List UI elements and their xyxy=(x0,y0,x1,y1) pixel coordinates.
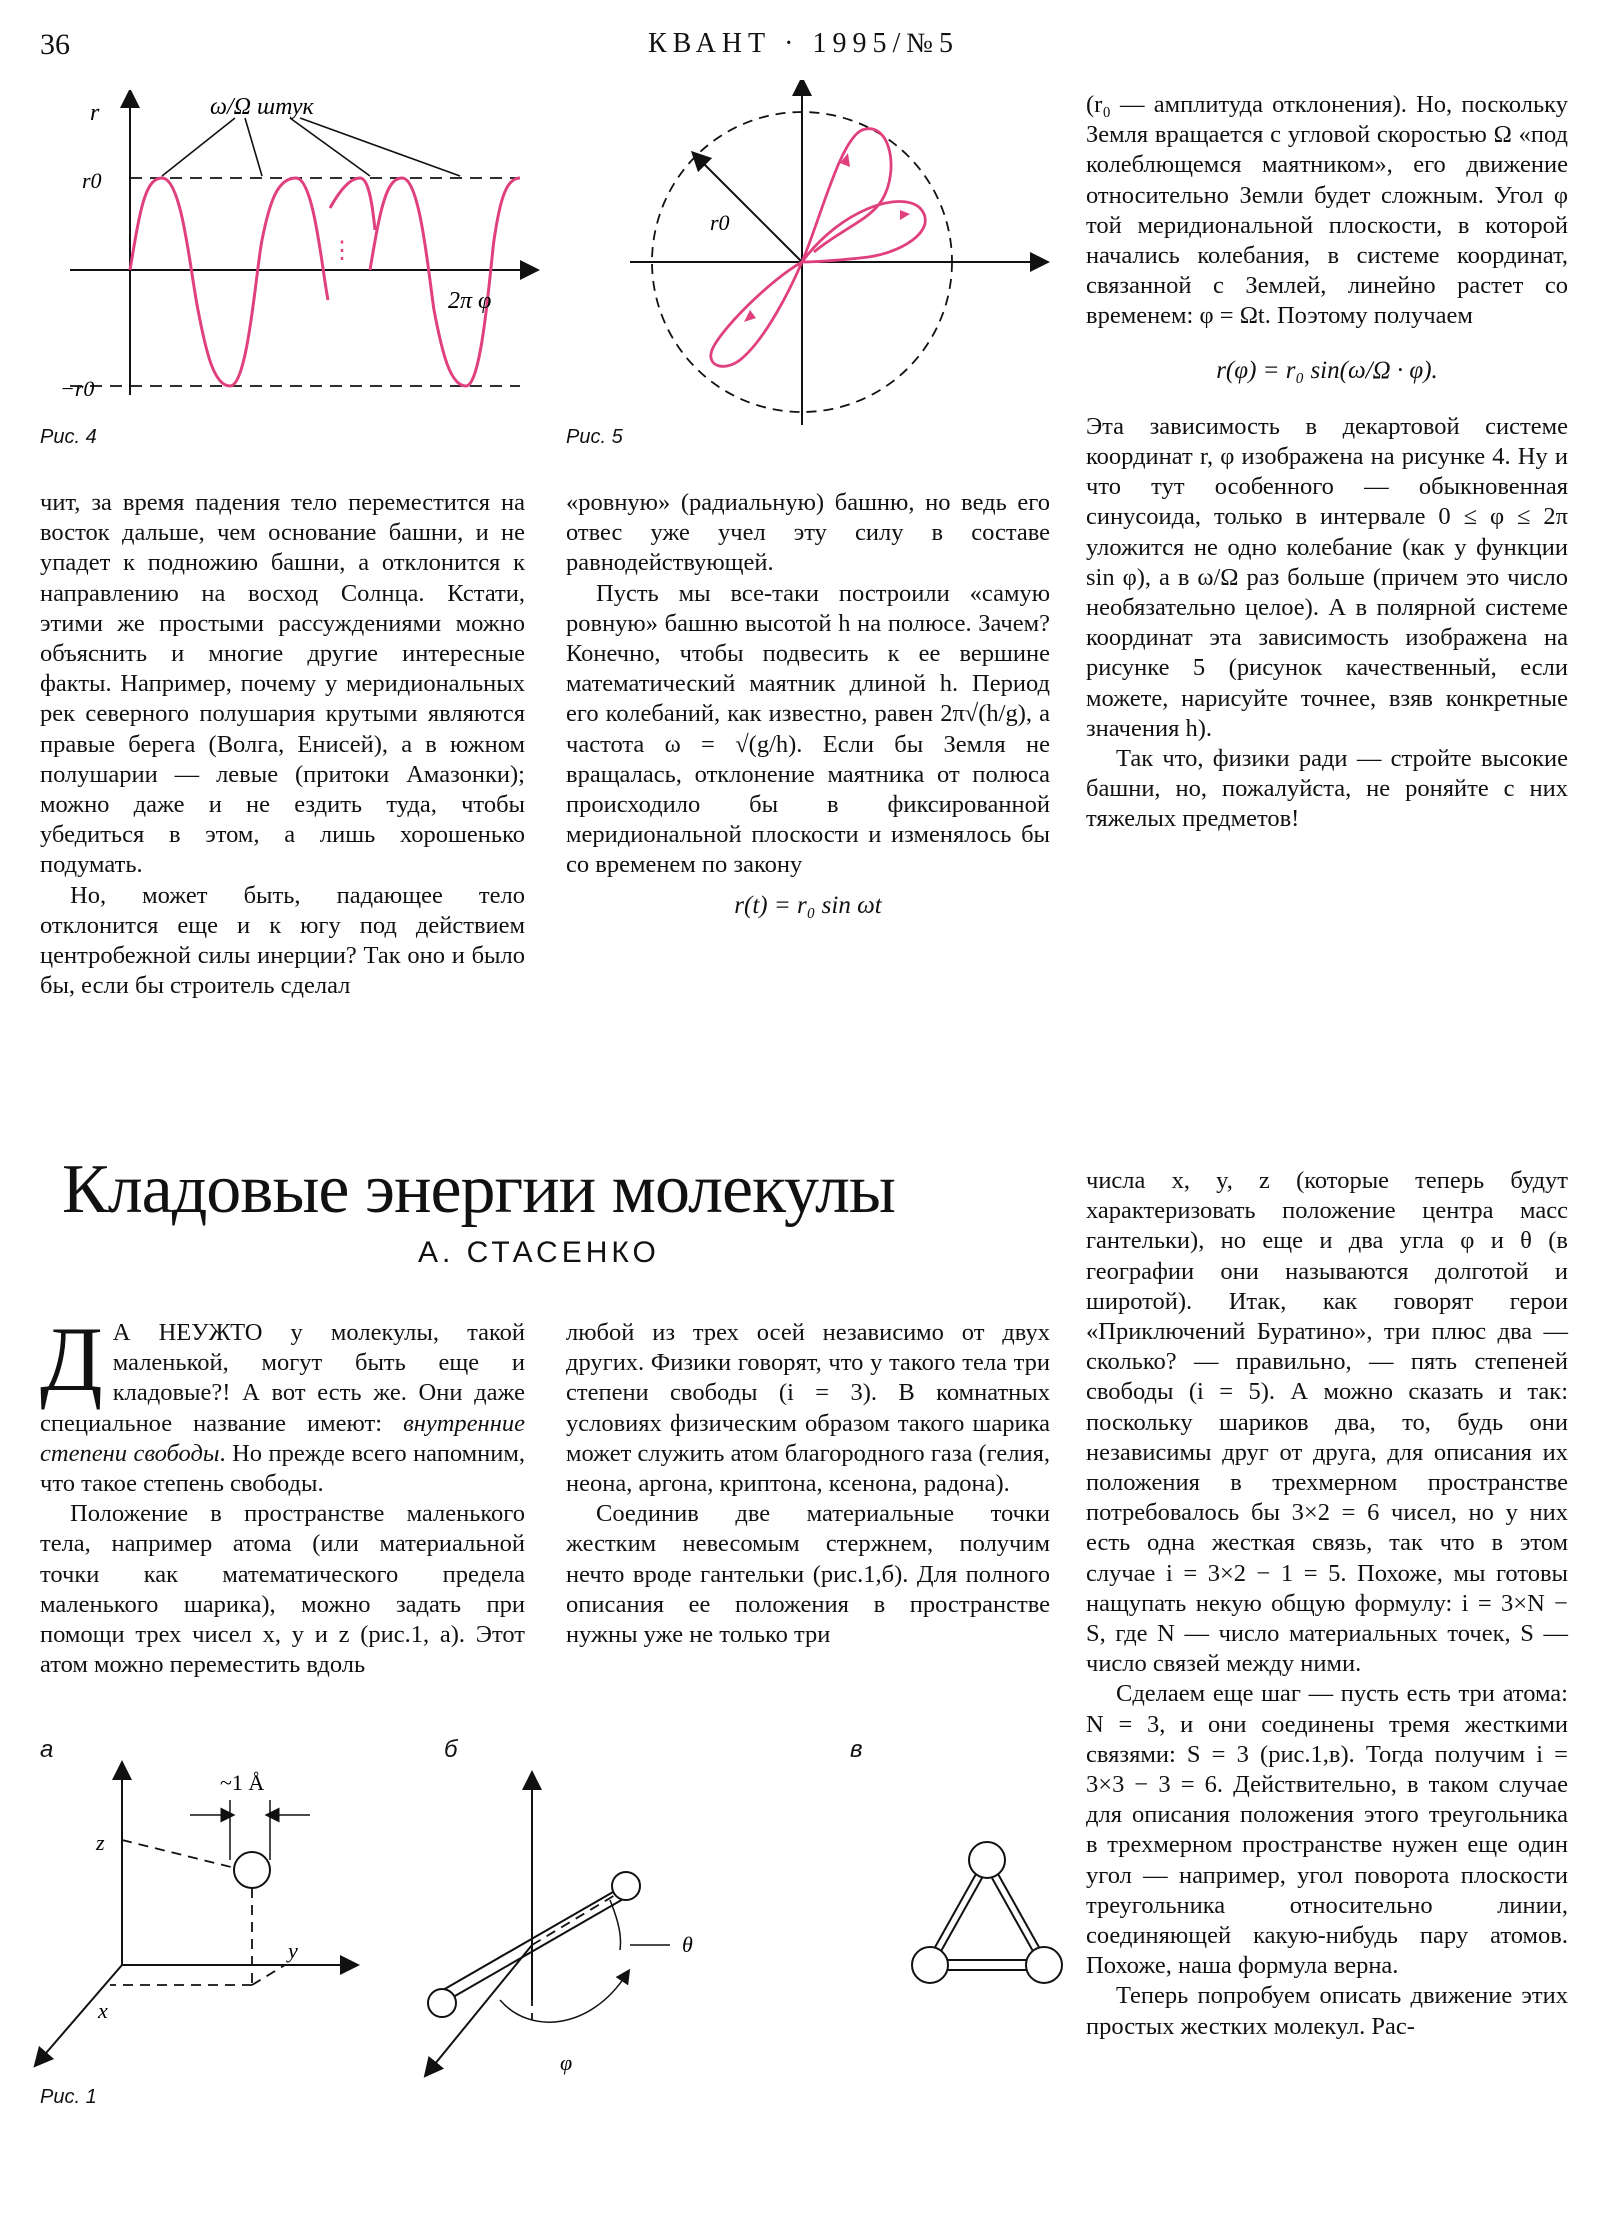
fig5-lobes xyxy=(711,129,926,367)
fig4-dots: ⋮ xyxy=(330,238,354,264)
figure-4 xyxy=(30,90,550,420)
fig1-phi: φ xyxy=(560,2050,573,2075)
paragraph: любой из трех осей независимо от двух других. Физики говорят, что у такого тела три степени свободы (i = 3). В комнатных условиях физическим образом такого шарика может служить атом благородного газа (гелия, неона, аргона, криптона, ксенона, радона). xyxy=(566,1319,1050,1498)
emphasis: внутренние степени свободы xyxy=(40,1409,525,1467)
fig1-atom xyxy=(234,1852,270,1888)
fig1-triangle-atom xyxy=(1026,1947,1062,1983)
equation-r-phi: r(φ) = r₀ sin(ω/Ω · φ). xyxy=(1216,356,1438,384)
article1-column-2 xyxy=(566,488,1050,933)
paragraph: Сделаем еще шаг — пусть есть три атома: N = 3, и они соединены тремя жесткими связями: S = 3 (рис.1,в). Тогда получим i = 3×3 − 3 = 6. Действительно, в таком случае для описания положения этого треугольника в трехмерном пространстве нужен еще один угол — например, угол поворота плоскости треугольника относительно линии, соединяющей какую-нибудь пару атомов. Похоже, наша формула верна. xyxy=(1086,1680,1568,1980)
fig5-r0-label: r0 xyxy=(710,210,730,235)
fig4-r-label: r xyxy=(90,100,100,126)
paragraph: Пусть мы все-таки построили «самую ровную» башню высотой h на полюсе. Зачем? Конечно, чтобы подвесить к ее вершине математический маятник длиной h. Период его колебаний, как известно, равен 2π√(h/g), а частота ω = √(g/h). Если бы Земля не вращалась, отклонение маятника от полюса происходило бы в фиксированной меридиональной плоскости и изменялось бы со временем по закону xyxy=(566,579,1050,879)
fig4-r0-label: r0 xyxy=(82,168,102,193)
fig1-panel-b xyxy=(428,1780,693,2075)
figure-5 xyxy=(600,80,1080,430)
article1-column-1 xyxy=(40,488,525,1001)
fig4-sinusoid xyxy=(130,178,328,386)
fig4-phi-label: 2π φ xyxy=(448,288,492,314)
fig5-caption: Рис. 5 xyxy=(566,426,623,448)
fig1-panel-a xyxy=(40,1770,350,2060)
paragraph: Соединив две материальные точки жестким невесомым стержнем, получим нечто вроде гантельки (рис.1,б). Для полного описания ее положения в пространстве нужны уже не только три xyxy=(566,1500,1050,1649)
paragraph: (r₀ — амплитуда отклонения). Но, поскольку Земля вращается с угловой скоростью Ω «под колеблющемся маятником», его движение относительно Земли будет сложным. Угол φ той меридиональной плоскости, в которой начались колебания, в системе координат, связанной с Землей, линейно растет со временем: φ = Ωt. Поэтому получаем xyxy=(1086,91,1568,330)
fig1-letter-b: б xyxy=(444,1736,458,1763)
article-author: А. СТАСЕНКО xyxy=(418,1236,660,1269)
equation-r-t: r(t) = r₀ sin ωt xyxy=(734,891,882,919)
figure-1 xyxy=(30,1760,1070,2090)
paragraph: Эта зависимость в декартовой системе координат r, φ изображена на рисунке 4. Ну и что тут особенного — обыкновенная синусоида, только в интервале 0 ≤ φ ≤ 2π уложится не одно колебание (как у функции sin φ), а в ω/Ω раз больше (причем это число необязательно целое). А в полярной системе координат эта зависимость изображена на рисунке 5 (рисунок качественный, если можете, нарисуйте точнее, взяв конкретные значения h). xyxy=(1086,412,1568,742)
fig1-triangle-atom xyxy=(912,1947,948,1983)
article2-column-1 xyxy=(40,1308,525,1680)
paragraph-lead: Д А НЕУЖТО у молекулы, такой маленькой, могут быть еще и кладовые?! А вот есть же. Они даже специальное название имеют: внутренние степени свободы. Но прежде всего напомним, что такое степень свободы. xyxy=(40,1308,525,1498)
fig1-triangle-atom xyxy=(969,1842,1005,1878)
fig1-letter-v: в xyxy=(850,1736,863,1763)
paragraph: чит, за время падения тело переместится на восток дальше, чем основание башни, и не упадет к подножию башни, а отклонится к направлению на восход Солнца. Кстати, этими же простыми рассуждениями можно объяснить и многие другие интересные факты. Например, почему у меридиональных рек северного полушария крутыми являются правые берега (Волга, Енисей), а в южном полушарии — левые (притоки Амазонки); можно даже и не ездить туда, чтобы убедиться в этом, а лишь хорошенько подумать. xyxy=(40,489,525,879)
fig1-caption: Рис. 1 xyxy=(40,2086,97,2108)
journal-header: КВАНТ · 1995/№5 xyxy=(648,28,959,59)
paragraph: Так что, физики ради — стройте высокие башни, но, пожалуйста, не роняйте с них тяжелых предметов! xyxy=(1086,745,1568,833)
fig1-size-label: ~1 Å xyxy=(220,1770,265,1795)
fig1-dumbbell-atom xyxy=(612,1872,640,1900)
article1-column-3 xyxy=(1086,90,1568,835)
article2-column-2 xyxy=(566,1318,1050,1650)
paragraph: Но, может быть, падающее тело отклонится еще и к югу под действием центробежной силы инерции? Так оно и было бы, если бы строитель сделал xyxy=(40,881,525,1000)
article-title: Кладовые энергии молекулы xyxy=(62,1151,895,1228)
page-number: 36 xyxy=(40,28,70,61)
paragraph: «ровную» (радиальную) башню, но ведь его отвес уже учел эту силу в составе равнодействующей. xyxy=(566,489,1050,577)
fig1-letter-a: а xyxy=(40,1736,54,1763)
fig1-panel-v xyxy=(912,1842,1062,1983)
fig1-axis-y: y xyxy=(288,1938,298,1963)
fig4-neg-r0-label: −r0 xyxy=(60,376,95,401)
fig1-axis-x: x xyxy=(98,1998,108,2023)
fig4-annotation: ω/Ω штук xyxy=(210,94,314,120)
article2-column-3 xyxy=(1086,1166,1568,2042)
fig1-axis-z: z xyxy=(96,1830,105,1855)
dropcap: Д xyxy=(40,1308,103,1410)
fig1-dumbbell-atom xyxy=(428,1989,456,2017)
paragraph: Положение в пространстве маленького тела, например атома (или материальной точки как математического предела маленького шарика), можно задать при помощи трех чисел x, y и z (рис.1, а). Этот атом можно переместить вдоль xyxy=(40,1500,525,1679)
fig1-theta: θ xyxy=(682,1932,693,1957)
paragraph: числа x, y, z (которые теперь будут характеризовать положение центра масс гантельки), но еще и два угла φ и θ (в географии они называются долготой и широтой). Итак, как говорят герои «Приключений Буратино», три плюс два — сколько? — правильно, — пять степеней свободы (i = 5). А можно сказать и так: поскольку шариков два, то, будь они независимы друг от друга, для описания их положения в трехмерном пространстве потребовалось бы 3×2 = 6 чисел, но у них есть одна жесткая связь, так что в этом случае i = 3×2 − 1 = 5. Похоже, мы готовы нащупать некую общую формулу: i = 3×N − S, где N — число материальных точек, S — число связей между ними. xyxy=(1086,1167,1568,1678)
paragraph: Теперь попробуем описать движение этих простых жестких молекул. Рас- xyxy=(1086,1982,1568,2040)
fig4-caption: Рис. 4 xyxy=(40,426,97,448)
